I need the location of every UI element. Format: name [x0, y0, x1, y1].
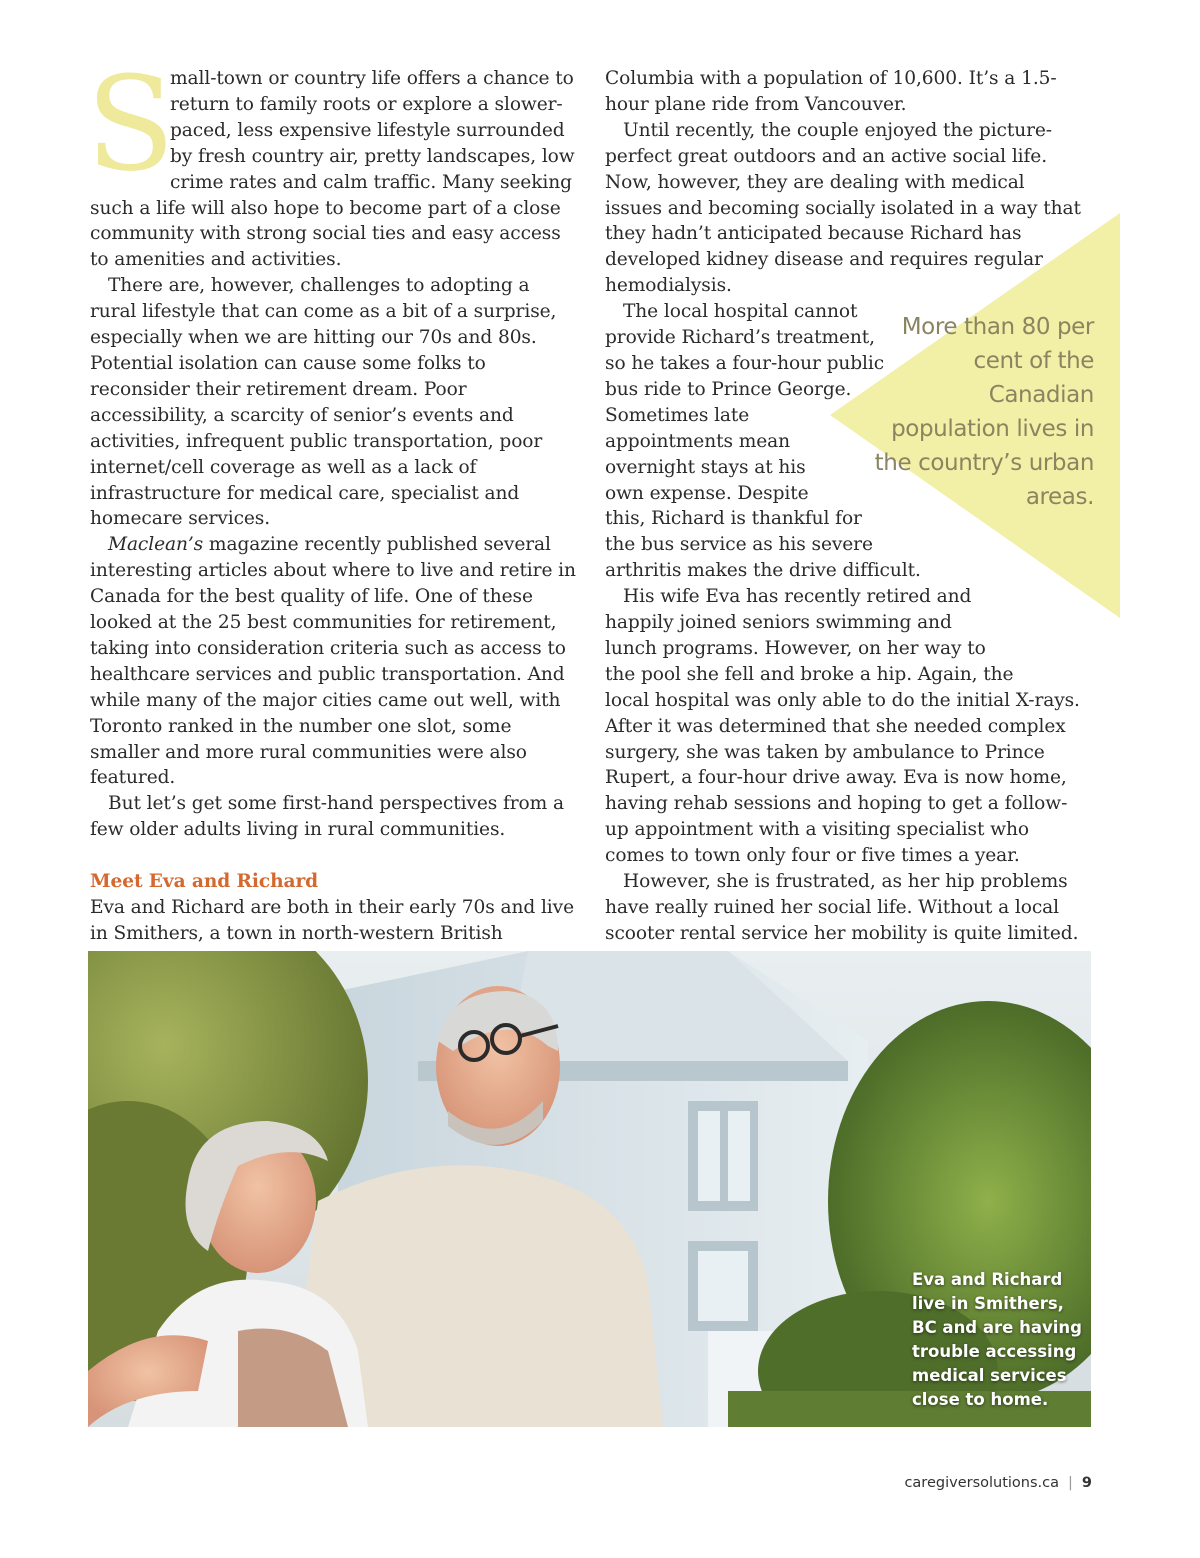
body-paragraph: However, she is frustrated, as her hip problems have really ruined her social life. Without a local scooter rental service her mobility is quite limited. [605, 871, 1079, 944]
body-paragraph: Maclean’s magazine recently published several interesting articles about where to live and retire in Canada for the best quality of life. One of these looked at the 25 best communities for retirement, taking into consideration criteria such as access to healthcare services and public transportation. And while many of the major cities came out well, with Toronto ranked in the number one slot, some smaller and more rural communities were also featured. [90, 534, 576, 789]
body-paragraph: Until recently, the couple enjoyed the picture-perfect great outdoors and an active social life. Now, however, they are dealing with medical issues and becoming socially isolated in a way that they hadn’t anticipated because Richard has developed kidney disease and requires regular hemodialysis. [605, 119, 1081, 297]
magazine-name: Maclean’s [108, 534, 204, 556]
photo-caption: Eva and Richard live in Smithers, BC and are having trouble accessing medical services close to home. [912, 1270, 1082, 1409]
pullquote: More than 80 per cent of the Canadian population lives in the country’s urban areas. [874, 314, 1094, 510]
body-paragraph: His wife Eva has recently retired and happily joined seniors swimming and lunch programs. However, on her way to the pool she fell and broke a hip. Again, the local hospital was only able to do the initial X-rays. After it was determined that she needed complex surgery, she was taken by ambulance to Prince Rupert, a four-hour drive away. Eva is now home, having rehab sessions and hoping to get a follow-up appointment with a visiting specialist who comes to town only four or five times a year. [605, 586, 1080, 867]
body-paragraph: Eva and Richard are both in their early 70s and live in Smithers, a town in north-western British [90, 896, 574, 944]
intro-paragraph: S mall-town or country life offers a chance to return to family roots or explore a slower-paced, less expensive lifestyle surrounded by fresh country air, pretty landscapes, low crime rates and calm traffic. Many seeking such a life will also hope to become part of a close community with strong social ties and easy access to amenities and activities. [86, 48, 575, 271]
page-footer [904, 1475, 1092, 1491]
section-heading: Meet Eva and Richard [90, 871, 319, 893]
body-paragraph: Columbia with a population of 10,600. It’s a 1.5-hour plane ride from Vancouver. [605, 68, 1057, 115]
article-left-column [86, 48, 580, 947]
drop-cap: S [86, 48, 175, 200]
footer-separator: | [1068, 1475, 1073, 1491]
footer-site: caregiversolutions.ca [904, 1475, 1060, 1491]
body-paragraph: There are, however, challenges to adopting a rural lifestyle that can come as a bit of a surprise, especially when we are hitting our 70s and 80s. Potential isolation can cause some folks to reconsider their retirement dream. Poor accessibility, a scarcity of senior’s events and activities, infrequent public transportation, poor internet/cell coverage as well as a lack of infrastructure for medical care, specialist and homecare services. [90, 275, 557, 530]
body-paragraph: The local hospital cannot provide Richard’s treatment, so he takes a four-hour public bus ride to Prince George. Sometimes late appointments mean overnight stays at his own expense. Despite this, Richard is thankful for the bus service as his severe arthritis makes the drive difficult. [605, 301, 921, 582]
body-paragraph: But let’s get some first-hand perspectives from a few older adults living in rural communities. [90, 793, 564, 841]
page-number: 9 [1081, 1475, 1092, 1491]
